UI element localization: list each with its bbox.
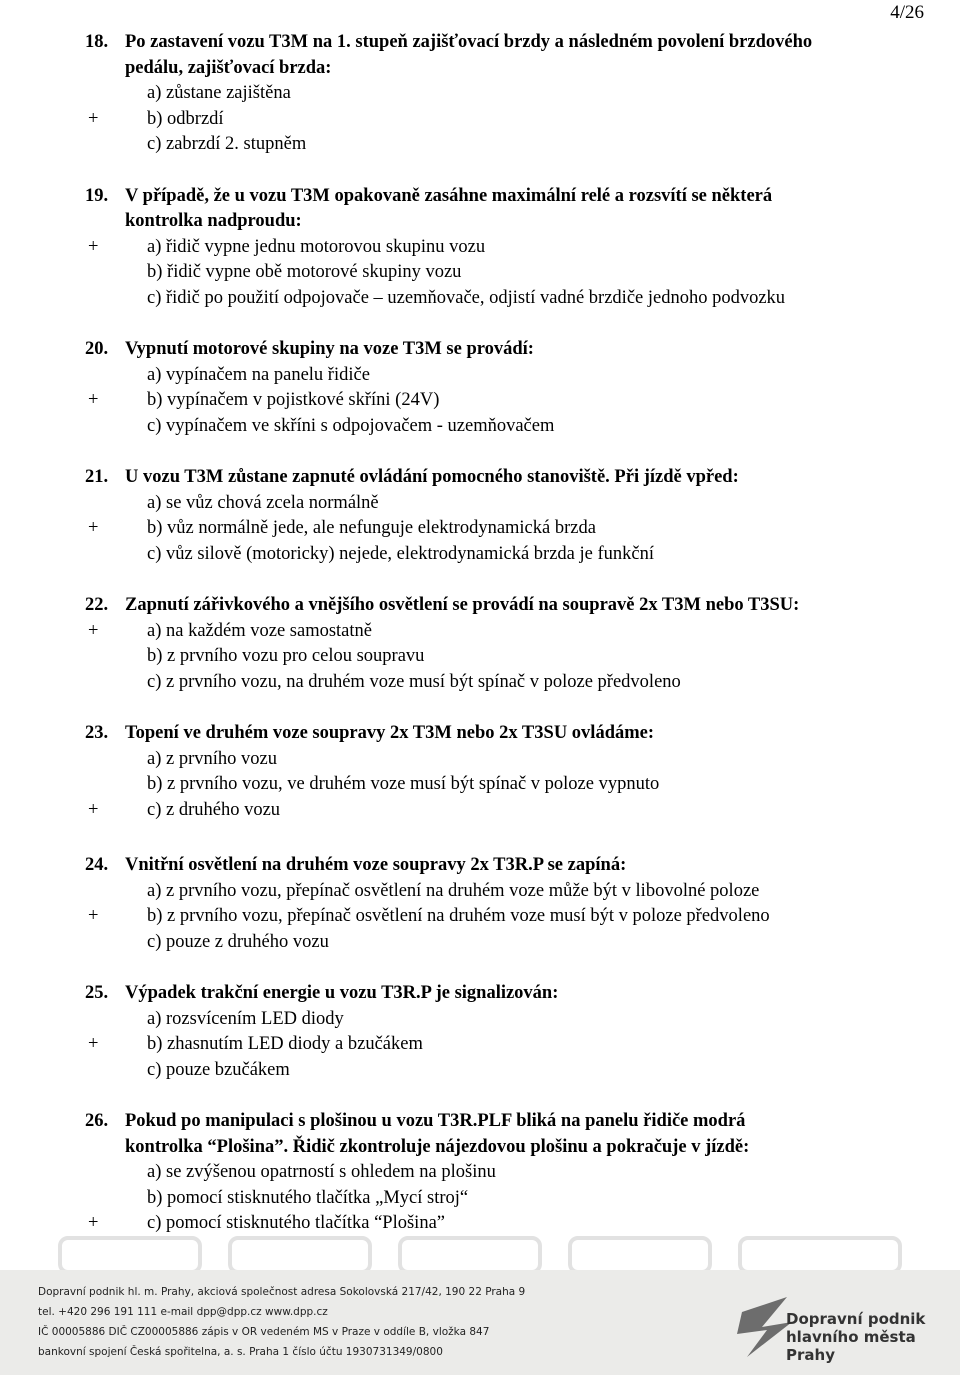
question-number: 21. xyxy=(85,467,109,487)
question-21 xyxy=(0,465,960,567)
answer-option xyxy=(0,670,960,696)
footer-line-bank: bankovní spojení Česká spořitelna, a. s. Praha 1 číslo účtu 1930731349/0800 xyxy=(38,1346,443,1358)
answer-option xyxy=(0,81,960,107)
answer-text: a) se vůz chová zcela normálně xyxy=(147,492,379,513)
answer-text: a) zůstane zajištěna xyxy=(147,83,291,103)
answer-option xyxy=(0,107,960,133)
correct-answer-marker: + xyxy=(88,390,99,410)
correct-answer-marker: + xyxy=(88,799,99,820)
correct-answer-marker: + xyxy=(88,906,99,926)
answer-text: b) z prvního vozu, ve druhém voze musí být spínač v poloze vypnuto xyxy=(147,774,660,794)
correct-answer-marker: + xyxy=(88,1034,99,1054)
answer-text: c) zabrzdí 2. stupněm xyxy=(147,134,307,154)
answer-text: a) vypínačem na panelu řidiče xyxy=(147,364,370,385)
answer-option xyxy=(0,235,960,261)
answer-option xyxy=(0,414,960,440)
answer-option xyxy=(0,1007,960,1033)
question-number: 26. xyxy=(85,1111,109,1131)
footer-line-company: Dopravní podnik hl. m. Prahy, akciová společnost adresa Sokolovská 217/42, 190 22 Praha 9 xyxy=(38,1286,526,1298)
question-number: 18. xyxy=(85,32,109,52)
footer xyxy=(0,1270,960,1375)
answer-text: c) pouze bzučákem xyxy=(147,1059,290,1080)
answer-text: c) z prvního vozu, na druhém voze musí být spínač v poloze předvoleno xyxy=(147,671,681,692)
answer-option xyxy=(0,1160,960,1186)
question-title: kontrolka “Plošina”. Řidič zkontroluje nájezdovou plošinu a pokračuje v jízdě: xyxy=(125,1136,750,1157)
correct-answer-marker: + xyxy=(88,1213,99,1233)
question-title: Výpadek trakční energie u vozu T3R.P je signalizován: xyxy=(125,983,559,1003)
question-number: 25. xyxy=(85,983,109,1003)
question-title: V případě, že u vozu T3M opakovaně zasáhne maximální relé a rozsvítí se některá xyxy=(125,185,773,206)
answer-option xyxy=(0,388,960,414)
footer-line-contact: tel. +420 296 191 111 e-mail dpp@dpp.cz www.dpp.cz xyxy=(38,1306,328,1318)
correct-answer-marker: + xyxy=(88,620,99,641)
question-title: Vnitřní osvětlení na druhém voze soupravy 2x T3R.P se zapíná: xyxy=(125,855,627,875)
question-title: Vypnutí motorové skupiny na voze T3M se provádí: xyxy=(125,339,534,359)
answer-text: c) z druhého vozu xyxy=(147,799,281,820)
answer-text: a) řidič vypne jednu motorovou skupinu vozu xyxy=(147,236,486,257)
footer-line-registration: IČ 00005886 DIČ CZ00005886 zápis v OR vedeném MS v Praze v oddíle B, vložka 847 xyxy=(38,1326,490,1338)
answer-option xyxy=(0,542,960,568)
logo-line-1: Dopravní podnik xyxy=(786,1310,926,1328)
page-number: 4/26 xyxy=(890,2,924,23)
question-23 xyxy=(0,721,960,823)
question-title: Zapnutí zářivkového a vnějšího osvětlení se provádí na soupravě 2x T3M nebo T3SU: xyxy=(125,595,800,615)
question-20 xyxy=(0,337,960,439)
answer-option xyxy=(0,260,960,286)
question-number: 22. xyxy=(85,595,109,615)
answer-option xyxy=(0,772,960,798)
answer-option xyxy=(0,286,960,312)
footer-contact xyxy=(38,1282,525,1362)
logo-text xyxy=(786,1310,960,1364)
answer-text: c) řidič po použití odpojovače – uzemňovače, odjistí vadné brzdiče jednoho podvozku xyxy=(147,287,786,308)
answer-text: c) pouze z druhého vozu xyxy=(147,931,329,952)
answer-option xyxy=(0,1186,960,1212)
correct-answer-marker: + xyxy=(88,518,99,538)
answer-option xyxy=(0,904,960,930)
question-title: pedálu, zajišťovací brzda: xyxy=(125,57,332,78)
answer-text: b) z prvního vozu, přepínač osvětlení na druhém voze musí být v poloze předvoleno xyxy=(147,906,770,926)
answer-option xyxy=(0,491,960,517)
answer-option xyxy=(0,1032,960,1058)
answer-option xyxy=(0,1058,960,1084)
answer-text: b) z prvního vozu pro celou soupravu xyxy=(147,646,425,666)
answer-text: b) řidič vypne obě motorové skupiny vozu xyxy=(147,262,462,282)
answer-text: b) odbrzdí xyxy=(147,108,224,129)
question-title: U vozu T3M zůstane zapnuté ovládání pomocného stanoviště. Při jízdě vpřed: xyxy=(125,467,739,487)
question-title: Po zastavení vozu T3M na 1. stupeň zajišťovací brzdy a následném povolení brzdového xyxy=(125,32,813,52)
answer-option xyxy=(0,619,960,645)
logo-line-2: hlavního města Prahy xyxy=(786,1328,916,1364)
question-number: 24. xyxy=(85,855,109,875)
answer-text: c) vypínačem ve skříni s odpojovačem - uzemňovačem xyxy=(147,415,555,436)
answer-text: c) vůz silově (motoricky) nejede, elektrodynamická brzda je funkční xyxy=(147,543,655,564)
answer-option xyxy=(0,879,960,905)
question-number: 23. xyxy=(85,723,109,743)
question-19 xyxy=(0,184,960,312)
answer-text: b) pomocí stisknutého tlačítka „Mycí stroj“ xyxy=(147,1187,469,1208)
answer-text: b) vůz normálně jede, ale nefunguje elektrodynamická brzda xyxy=(147,518,596,538)
answer-text: b) vypínačem v pojistkové skříni (24V) xyxy=(147,390,440,410)
answer-text: a) rozsvícením LED diody xyxy=(147,1008,344,1029)
question-18 xyxy=(0,30,960,158)
answer-text: b) zhasnutím LED diody a bzučákem xyxy=(147,1034,423,1054)
answer-option xyxy=(0,798,960,824)
answer-text: a) se zvýšenou opatrností s ohledem na plošinu xyxy=(147,1162,496,1182)
question-list xyxy=(0,30,960,1237)
answer-option xyxy=(0,644,960,670)
question-22 xyxy=(0,593,960,695)
answer-option xyxy=(0,132,960,158)
question-25 xyxy=(0,981,960,1083)
correct-answer-marker: + xyxy=(88,236,99,257)
question-number: 19. xyxy=(85,185,109,206)
correct-answer-marker: + xyxy=(88,108,99,129)
question-title: Pokud po manipulaci s plošinou u vozu T3R.PLF bliká na panelu řidiče modrá xyxy=(125,1111,746,1131)
question-26 xyxy=(0,1109,960,1237)
answer-text: a) z prvního vozu xyxy=(147,748,277,769)
answer-option xyxy=(0,363,960,389)
answer-text: a) z prvního vozu, přepínač osvětlení na druhém voze může být v libovolné poloze xyxy=(147,880,760,901)
question-title: kontrolka nadproudu: xyxy=(125,211,302,231)
answer-text: c) pomocí stisknutého tlačítka “Plošina” xyxy=(147,1213,445,1233)
question-24 xyxy=(0,853,960,955)
answer-option xyxy=(0,930,960,956)
answer-option xyxy=(0,747,960,773)
question-number: 20. xyxy=(85,339,109,359)
question-title: Topení ve druhém voze soupravy 2x T3M nebo 2x T3SU ovládáme: xyxy=(125,723,655,743)
answer-text: a) na každém voze samostatně xyxy=(147,620,372,641)
answer-option xyxy=(0,516,960,542)
